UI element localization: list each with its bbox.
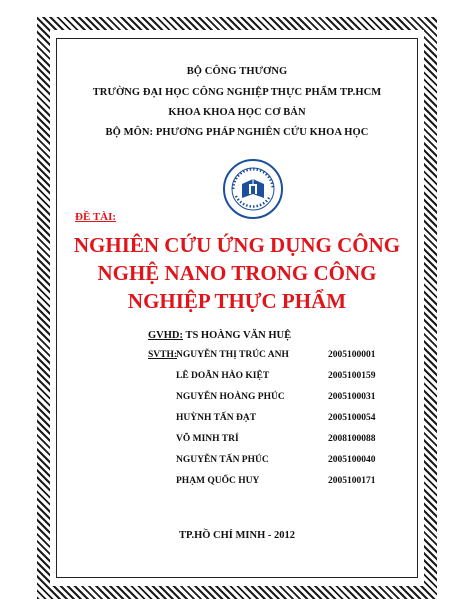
department-heading: BỘ MÔN: PHƯƠNG PHÁP NGHIÊN CỨU KHOA HỌC xyxy=(105,127,369,138)
students-label: SVTH: xyxy=(148,350,178,360)
student-id: 2005100031 xyxy=(328,392,376,402)
student-name: NGUYỄN TẤN PHÚC xyxy=(176,455,269,465)
student-name: HUỲNH TẤN ĐẠT xyxy=(176,413,257,423)
student-id: 2005100159 xyxy=(328,371,376,381)
supervisor-line xyxy=(148,330,291,341)
supervisor-label: GVHD: xyxy=(148,330,183,341)
title-line-1: NGHIÊN CỨU ỨNG DỤNG CÔNG xyxy=(73,233,401,257)
topic-label: ĐỀ TÀI: xyxy=(75,211,117,223)
student-id: 2005100171 xyxy=(328,476,376,486)
student-id: 2005100040 xyxy=(328,455,376,465)
student-id: 2008100088 xyxy=(328,434,376,444)
footer-place-year: TP.HỒ CHÍ MINH - 2012 xyxy=(179,530,295,541)
student-name: NGUYỄN THỊ TRÚC ANH xyxy=(176,350,289,360)
ministry-heading: BỘ CÔNG THƯƠNG xyxy=(186,66,288,77)
title-line-3: NGHIỆP THỰC PHẨM xyxy=(127,289,347,313)
student-name: PHẠM QUỐC HUY xyxy=(176,476,260,486)
university-emblem-icon xyxy=(222,158,284,220)
student-id: 2005100001 xyxy=(328,350,376,360)
faculty-heading: KHOA KHOA HỌC CƠ BẢN xyxy=(168,107,306,118)
supervisor-name: TS HOÀNG VĂN HUỆ xyxy=(185,330,292,341)
title-line-2: NGHỆ NANO TRONG CÔNG xyxy=(97,261,377,285)
student-id: 2005100054 xyxy=(328,413,376,423)
student-name: VÕ MINH TRÍ xyxy=(176,434,239,444)
student-name: LÊ DOÃN HÀO KIỆT xyxy=(176,371,270,381)
university-heading: TRƯỜNG ĐẠI HỌC CÔNG NGHIỆP THỰC PHẨM TP.HCM xyxy=(92,87,382,98)
student-name: NGUYỄN HOÀNG PHÚC xyxy=(176,392,285,402)
